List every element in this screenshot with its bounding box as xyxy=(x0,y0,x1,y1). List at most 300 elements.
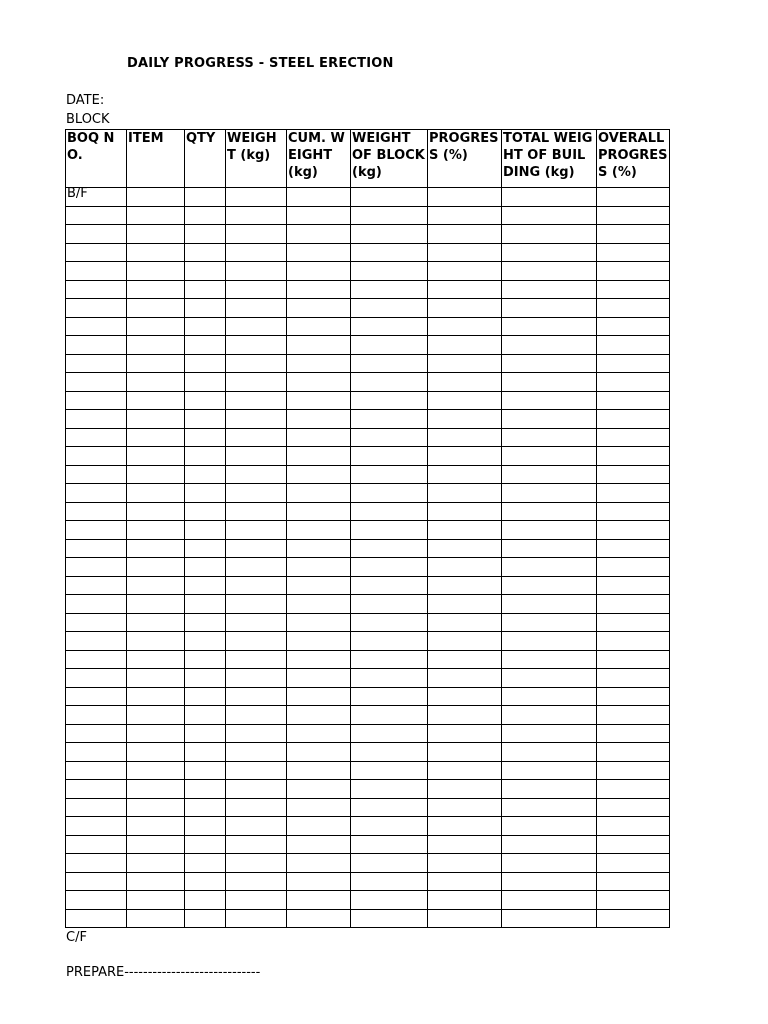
table-cell[interactable] xyxy=(428,188,502,207)
table-cell[interactable] xyxy=(226,225,287,244)
table-cell[interactable] xyxy=(428,299,502,318)
table-cell[interactable] xyxy=(502,854,597,873)
table-cell[interactable] xyxy=(66,428,127,447)
table-cell[interactable] xyxy=(127,280,185,299)
table-cell[interactable] xyxy=(597,669,670,688)
table-cell[interactable] xyxy=(428,206,502,225)
table-cell[interactable] xyxy=(502,373,597,392)
table-cell[interactable] xyxy=(502,798,597,817)
table-cell[interactable] xyxy=(351,872,428,891)
table-cell[interactable] xyxy=(127,669,185,688)
table-cell[interactable] xyxy=(597,354,670,373)
table-cell[interactable] xyxy=(351,558,428,577)
table-cell[interactable] xyxy=(287,613,351,632)
table-cell[interactable] xyxy=(66,354,127,373)
table-cell[interactable] xyxy=(226,817,287,836)
table-cell[interactable] xyxy=(502,410,597,429)
table-cell[interactable] xyxy=(66,872,127,891)
table-cell[interactable] xyxy=(226,595,287,614)
table-cell[interactable] xyxy=(127,632,185,651)
table-cell[interactable] xyxy=(428,354,502,373)
table-cell[interactable] xyxy=(185,373,226,392)
table-cell[interactable] xyxy=(287,373,351,392)
table-cell[interactable] xyxy=(226,243,287,262)
table-cell[interactable] xyxy=(127,354,185,373)
table-cell[interactable] xyxy=(597,262,670,281)
table-cell[interactable] xyxy=(597,872,670,891)
table-cell[interactable] xyxy=(502,280,597,299)
table-cell[interactable] xyxy=(66,317,127,336)
table-cell[interactable] xyxy=(351,336,428,355)
table-cell[interactable] xyxy=(502,891,597,910)
table-cell[interactable] xyxy=(597,835,670,854)
table-cell[interactable] xyxy=(287,761,351,780)
table-cell[interactable] xyxy=(351,743,428,762)
table-cell[interactable] xyxy=(66,835,127,854)
table-cell[interactable] xyxy=(127,835,185,854)
table-cell[interactable] xyxy=(597,798,670,817)
table-cell[interactable] xyxy=(428,243,502,262)
table-cell[interactable] xyxy=(66,798,127,817)
table-cell[interactable] xyxy=(127,743,185,762)
table-cell[interactable] xyxy=(502,595,597,614)
table-cell[interactable] xyxy=(502,484,597,503)
table-cell[interactable] xyxy=(597,391,670,410)
table-cell[interactable] xyxy=(597,891,670,910)
table-cell[interactable] xyxy=(66,669,127,688)
table-cell[interactable] xyxy=(351,188,428,207)
table-cell[interactable] xyxy=(502,521,597,540)
table-cell[interactable] xyxy=(502,317,597,336)
table-cell[interactable] xyxy=(185,891,226,910)
table-cell[interactable] xyxy=(185,835,226,854)
table-cell[interactable] xyxy=(428,891,502,910)
table-cell[interactable] xyxy=(428,576,502,595)
table-cell[interactable] xyxy=(127,761,185,780)
table-cell[interactable] xyxy=(287,354,351,373)
table-cell[interactable] xyxy=(428,595,502,614)
table-cell[interactable] xyxy=(597,317,670,336)
table-cell[interactable] xyxy=(287,299,351,318)
table-cell[interactable] xyxy=(185,391,226,410)
table-cell[interactable] xyxy=(597,188,670,207)
table-cell[interactable] xyxy=(351,521,428,540)
table-cell[interactable] xyxy=(66,613,127,632)
table-cell[interactable] xyxy=(287,706,351,725)
table-cell[interactable] xyxy=(185,502,226,521)
table-cell[interactable] xyxy=(185,613,226,632)
table-cell[interactable] xyxy=(226,687,287,706)
table-cell[interactable] xyxy=(226,410,287,429)
table-cell[interactable] xyxy=(428,521,502,540)
table-cell[interactable] xyxy=(287,391,351,410)
table-cell[interactable] xyxy=(185,724,226,743)
table-cell[interactable] xyxy=(226,780,287,799)
table-cell[interactable] xyxy=(502,817,597,836)
table-cell[interactable] xyxy=(428,743,502,762)
table-cell[interactable] xyxy=(502,354,597,373)
table-cell[interactable] xyxy=(226,835,287,854)
table-cell[interactable] xyxy=(127,798,185,817)
table-cell[interactable] xyxy=(127,243,185,262)
table-cell[interactable] xyxy=(351,280,428,299)
table-cell[interactable] xyxy=(185,484,226,503)
table-cell[interactable] xyxy=(66,650,127,669)
table-cell[interactable] xyxy=(127,576,185,595)
table-cell[interactable] xyxy=(502,299,597,318)
table-cell[interactable] xyxy=(351,243,428,262)
table-cell[interactable] xyxy=(127,299,185,318)
table-cell[interactable] xyxy=(597,706,670,725)
table-cell[interactable] xyxy=(185,336,226,355)
table-cell[interactable] xyxy=(185,576,226,595)
table-cell[interactable] xyxy=(502,650,597,669)
table-cell[interactable] xyxy=(127,410,185,429)
table-cell[interactable] xyxy=(66,447,127,466)
table-cell[interactable] xyxy=(185,225,226,244)
table-cell[interactable] xyxy=(66,706,127,725)
table-cell[interactable] xyxy=(185,872,226,891)
table-cell[interactable] xyxy=(287,206,351,225)
table-cell[interactable] xyxy=(226,336,287,355)
table-cell[interactable] xyxy=(428,225,502,244)
table-cell[interactable] xyxy=(597,817,670,836)
table-cell[interactable] xyxy=(127,817,185,836)
table-cell[interactable] xyxy=(66,780,127,799)
table-cell[interactable] xyxy=(597,854,670,873)
table-cell[interactable] xyxy=(287,428,351,447)
table-cell[interactable] xyxy=(127,262,185,281)
table-cell[interactable] xyxy=(127,484,185,503)
table-cell[interactable] xyxy=(597,447,670,466)
table-cell[interactable] xyxy=(428,780,502,799)
table-cell[interactable] xyxy=(428,798,502,817)
table-cell[interactable] xyxy=(226,632,287,651)
table-cell[interactable] xyxy=(226,539,287,558)
table-cell[interactable] xyxy=(226,891,287,910)
table-cell[interactable] xyxy=(66,687,127,706)
table-cell[interactable] xyxy=(66,299,127,318)
table-cell[interactable] xyxy=(351,706,428,725)
table-cell[interactable] xyxy=(597,780,670,799)
table-cell[interactable] xyxy=(502,613,597,632)
table-cell[interactable] xyxy=(127,391,185,410)
table-cell[interactable] xyxy=(66,373,127,392)
table-cell[interactable] xyxy=(226,391,287,410)
table-cell[interactable] xyxy=(502,558,597,577)
table-cell[interactable] xyxy=(597,410,670,429)
table-cell[interactable] xyxy=(287,872,351,891)
table-cell[interactable] xyxy=(351,650,428,669)
table-cell[interactable] xyxy=(226,909,287,928)
table-cell[interactable] xyxy=(185,539,226,558)
table-cell[interactable] xyxy=(226,280,287,299)
table-cell[interactable] xyxy=(502,632,597,651)
table-cell[interactable] xyxy=(351,780,428,799)
table-cell[interactable] xyxy=(287,687,351,706)
table-cell[interactable] xyxy=(226,484,287,503)
table-cell[interactable] xyxy=(185,243,226,262)
table-cell[interactable] xyxy=(597,225,670,244)
table-cell[interactable] xyxy=(428,909,502,928)
table-cell[interactable] xyxy=(185,669,226,688)
table-cell[interactable] xyxy=(351,465,428,484)
table-cell[interactable] xyxy=(127,465,185,484)
table-cell[interactable] xyxy=(428,669,502,688)
table-cell[interactable] xyxy=(226,428,287,447)
table-cell[interactable] xyxy=(185,299,226,318)
table-cell[interactable] xyxy=(185,262,226,281)
table-cell[interactable] xyxy=(185,854,226,873)
table-cell[interactable] xyxy=(287,854,351,873)
table-cell[interactable] xyxy=(351,576,428,595)
table-cell[interactable] xyxy=(428,391,502,410)
table-cell[interactable] xyxy=(127,724,185,743)
table-cell[interactable] xyxy=(287,410,351,429)
table-cell[interactable] xyxy=(66,225,127,244)
table-cell[interactable] xyxy=(287,632,351,651)
table-cell[interactable] xyxy=(226,872,287,891)
table-cell[interactable] xyxy=(428,761,502,780)
table-cell[interactable] xyxy=(502,669,597,688)
table-cell[interactable] xyxy=(597,539,670,558)
table-cell[interactable] xyxy=(127,188,185,207)
table-cell[interactable] xyxy=(351,447,428,466)
table-cell[interactable] xyxy=(66,761,127,780)
table-cell[interactable] xyxy=(127,595,185,614)
table-cell[interactable] xyxy=(226,447,287,466)
table-cell[interactable] xyxy=(428,613,502,632)
table-cell[interactable] xyxy=(127,225,185,244)
table-cell[interactable] xyxy=(127,521,185,540)
table-cell[interactable] xyxy=(428,410,502,429)
table-cell[interactable] xyxy=(226,669,287,688)
table-cell[interactable] xyxy=(127,780,185,799)
table-cell[interactable] xyxy=(502,835,597,854)
table-cell[interactable] xyxy=(226,576,287,595)
table-cell[interactable] xyxy=(428,706,502,725)
table-cell[interactable] xyxy=(502,743,597,762)
table-cell[interactable] xyxy=(226,854,287,873)
table-cell[interactable] xyxy=(597,687,670,706)
table-cell[interactable] xyxy=(287,650,351,669)
table-cell[interactable] xyxy=(597,558,670,577)
table-cell[interactable] xyxy=(428,724,502,743)
table-cell[interactable] xyxy=(127,502,185,521)
table-cell[interactable] xyxy=(597,650,670,669)
table-cell[interactable] xyxy=(597,521,670,540)
table-cell[interactable] xyxy=(502,780,597,799)
table-cell[interactable] xyxy=(226,354,287,373)
table-cell[interactable] xyxy=(502,428,597,447)
table-cell[interactable] xyxy=(502,206,597,225)
table-cell[interactable] xyxy=(351,373,428,392)
table-cell[interactable] xyxy=(127,872,185,891)
table-cell[interactable] xyxy=(287,798,351,817)
table-cell[interactable] xyxy=(127,539,185,558)
table-cell[interactable] xyxy=(127,428,185,447)
table-cell[interactable] xyxy=(287,539,351,558)
table-cell[interactable] xyxy=(226,706,287,725)
table-cell[interactable] xyxy=(287,521,351,540)
table-cell[interactable] xyxy=(127,447,185,466)
table-cell[interactable] xyxy=(226,317,287,336)
table-cell[interactable] xyxy=(127,336,185,355)
table-cell[interactable] xyxy=(502,761,597,780)
table-cell[interactable] xyxy=(127,373,185,392)
table-cell[interactable] xyxy=(351,502,428,521)
table-cell[interactable] xyxy=(66,539,127,558)
table-cell[interactable] xyxy=(428,317,502,336)
table-cell[interactable] xyxy=(502,687,597,706)
table-cell[interactable] xyxy=(66,484,127,503)
table-cell[interactable] xyxy=(226,558,287,577)
table-cell[interactable] xyxy=(428,632,502,651)
table-cell[interactable] xyxy=(185,798,226,817)
table-cell[interactable] xyxy=(287,225,351,244)
table-cell[interactable] xyxy=(185,428,226,447)
table-cell[interactable] xyxy=(226,613,287,632)
table-cell[interactable] xyxy=(428,502,502,521)
table-cell[interactable] xyxy=(428,465,502,484)
table-cell[interactable] xyxy=(127,206,185,225)
table-cell[interactable] xyxy=(502,872,597,891)
table-cell[interactable] xyxy=(597,299,670,318)
table-cell[interactable] xyxy=(428,428,502,447)
table-cell[interactable] xyxy=(597,280,670,299)
table-cell[interactable] xyxy=(351,761,428,780)
table-cell[interactable] xyxy=(287,502,351,521)
table-cell[interactable] xyxy=(66,595,127,614)
table-cell[interactable] xyxy=(351,798,428,817)
table-cell[interactable] xyxy=(351,428,428,447)
table-cell[interactable] xyxy=(502,576,597,595)
table-cell[interactable] xyxy=(502,391,597,410)
table-cell[interactable] xyxy=(226,262,287,281)
table-cell[interactable] xyxy=(351,835,428,854)
table-cell[interactable] xyxy=(351,891,428,910)
table-cell[interactable] xyxy=(428,872,502,891)
table-cell[interactable] xyxy=(351,817,428,836)
table-cell[interactable] xyxy=(185,780,226,799)
table-cell[interactable] xyxy=(127,317,185,336)
table-cell[interactable] xyxy=(66,243,127,262)
table-cell[interactable] xyxy=(185,595,226,614)
table-cell[interactable] xyxy=(287,724,351,743)
table-cell[interactable] xyxy=(66,909,127,928)
table-cell[interactable] xyxy=(502,188,597,207)
table-cell[interactable] xyxy=(351,632,428,651)
table-cell[interactable] xyxy=(185,188,226,207)
table-cell[interactable] xyxy=(287,743,351,762)
table-cell[interactable] xyxy=(66,336,127,355)
table-cell[interactable] xyxy=(502,336,597,355)
table-cell[interactable] xyxy=(502,262,597,281)
table-cell[interactable] xyxy=(185,687,226,706)
table-cell[interactable] xyxy=(428,558,502,577)
table-cell[interactable] xyxy=(185,317,226,336)
table-cell[interactable] xyxy=(185,447,226,466)
table-cell[interactable] xyxy=(127,706,185,725)
table-cell[interactable] xyxy=(226,465,287,484)
table-cell[interactable] xyxy=(287,835,351,854)
table-cell[interactable] xyxy=(185,761,226,780)
table-cell[interactable] xyxy=(287,484,351,503)
table-cell[interactable] xyxy=(351,317,428,336)
table-cell[interactable] xyxy=(428,447,502,466)
table-cell[interactable] xyxy=(597,336,670,355)
table-cell[interactable] xyxy=(502,465,597,484)
table-cell[interactable] xyxy=(185,909,226,928)
table-cell[interactable] xyxy=(597,613,670,632)
table-cell[interactable] xyxy=(226,650,287,669)
table-cell[interactable] xyxy=(66,558,127,577)
table-cell[interactable] xyxy=(287,188,351,207)
table-cell[interactable] xyxy=(597,206,670,225)
table-cell[interactable] xyxy=(287,558,351,577)
table-cell[interactable] xyxy=(287,317,351,336)
table-cell[interactable] xyxy=(226,761,287,780)
table-cell[interactable] xyxy=(351,595,428,614)
table-cell[interactable] xyxy=(597,373,670,392)
table-cell[interactable] xyxy=(597,909,670,928)
table-cell[interactable] xyxy=(66,743,127,762)
table-cell[interactable] xyxy=(66,632,127,651)
table-cell[interactable] xyxy=(428,262,502,281)
table-cell[interactable] xyxy=(226,188,287,207)
table-cell[interactable] xyxy=(287,595,351,614)
table-cell[interactable] xyxy=(226,502,287,521)
table-cell[interactable] xyxy=(185,521,226,540)
table-cell[interactable] xyxy=(226,724,287,743)
table-cell[interactable] xyxy=(66,391,127,410)
table-cell[interactable] xyxy=(66,280,127,299)
table-cell[interactable] xyxy=(351,299,428,318)
table-cell[interactable] xyxy=(287,891,351,910)
table-cell[interactable] xyxy=(597,428,670,447)
table-cell[interactable] xyxy=(287,576,351,595)
table-cell[interactable] xyxy=(287,336,351,355)
table-cell[interactable] xyxy=(287,280,351,299)
table-cell[interactable] xyxy=(66,817,127,836)
table-cell[interactable] xyxy=(127,687,185,706)
table-cell[interactable] xyxy=(127,909,185,928)
table-cell[interactable] xyxy=(428,484,502,503)
table-cell[interactable] xyxy=(597,243,670,262)
table-cell[interactable] xyxy=(66,410,127,429)
table-cell[interactable] xyxy=(351,262,428,281)
table-cell[interactable] xyxy=(428,650,502,669)
table-cell[interactable] xyxy=(502,909,597,928)
table-cell[interactable] xyxy=(597,465,670,484)
table-cell[interactable] xyxy=(351,206,428,225)
table-cell[interactable] xyxy=(351,909,428,928)
table-cell[interactable] xyxy=(597,484,670,503)
table-cell[interactable] xyxy=(226,299,287,318)
table-cell[interactable] xyxy=(351,613,428,632)
table-cell[interactable] xyxy=(226,743,287,762)
table-cell[interactable] xyxy=(66,724,127,743)
table-cell[interactable] xyxy=(127,613,185,632)
table-cell[interactable] xyxy=(428,817,502,836)
table-cell[interactable] xyxy=(127,650,185,669)
table-cell[interactable] xyxy=(502,539,597,558)
table-cell[interactable] xyxy=(597,632,670,651)
table-cell[interactable] xyxy=(428,687,502,706)
table-cell[interactable] xyxy=(185,558,226,577)
table-cell[interactable] xyxy=(502,243,597,262)
table-cell[interactable] xyxy=(127,891,185,910)
